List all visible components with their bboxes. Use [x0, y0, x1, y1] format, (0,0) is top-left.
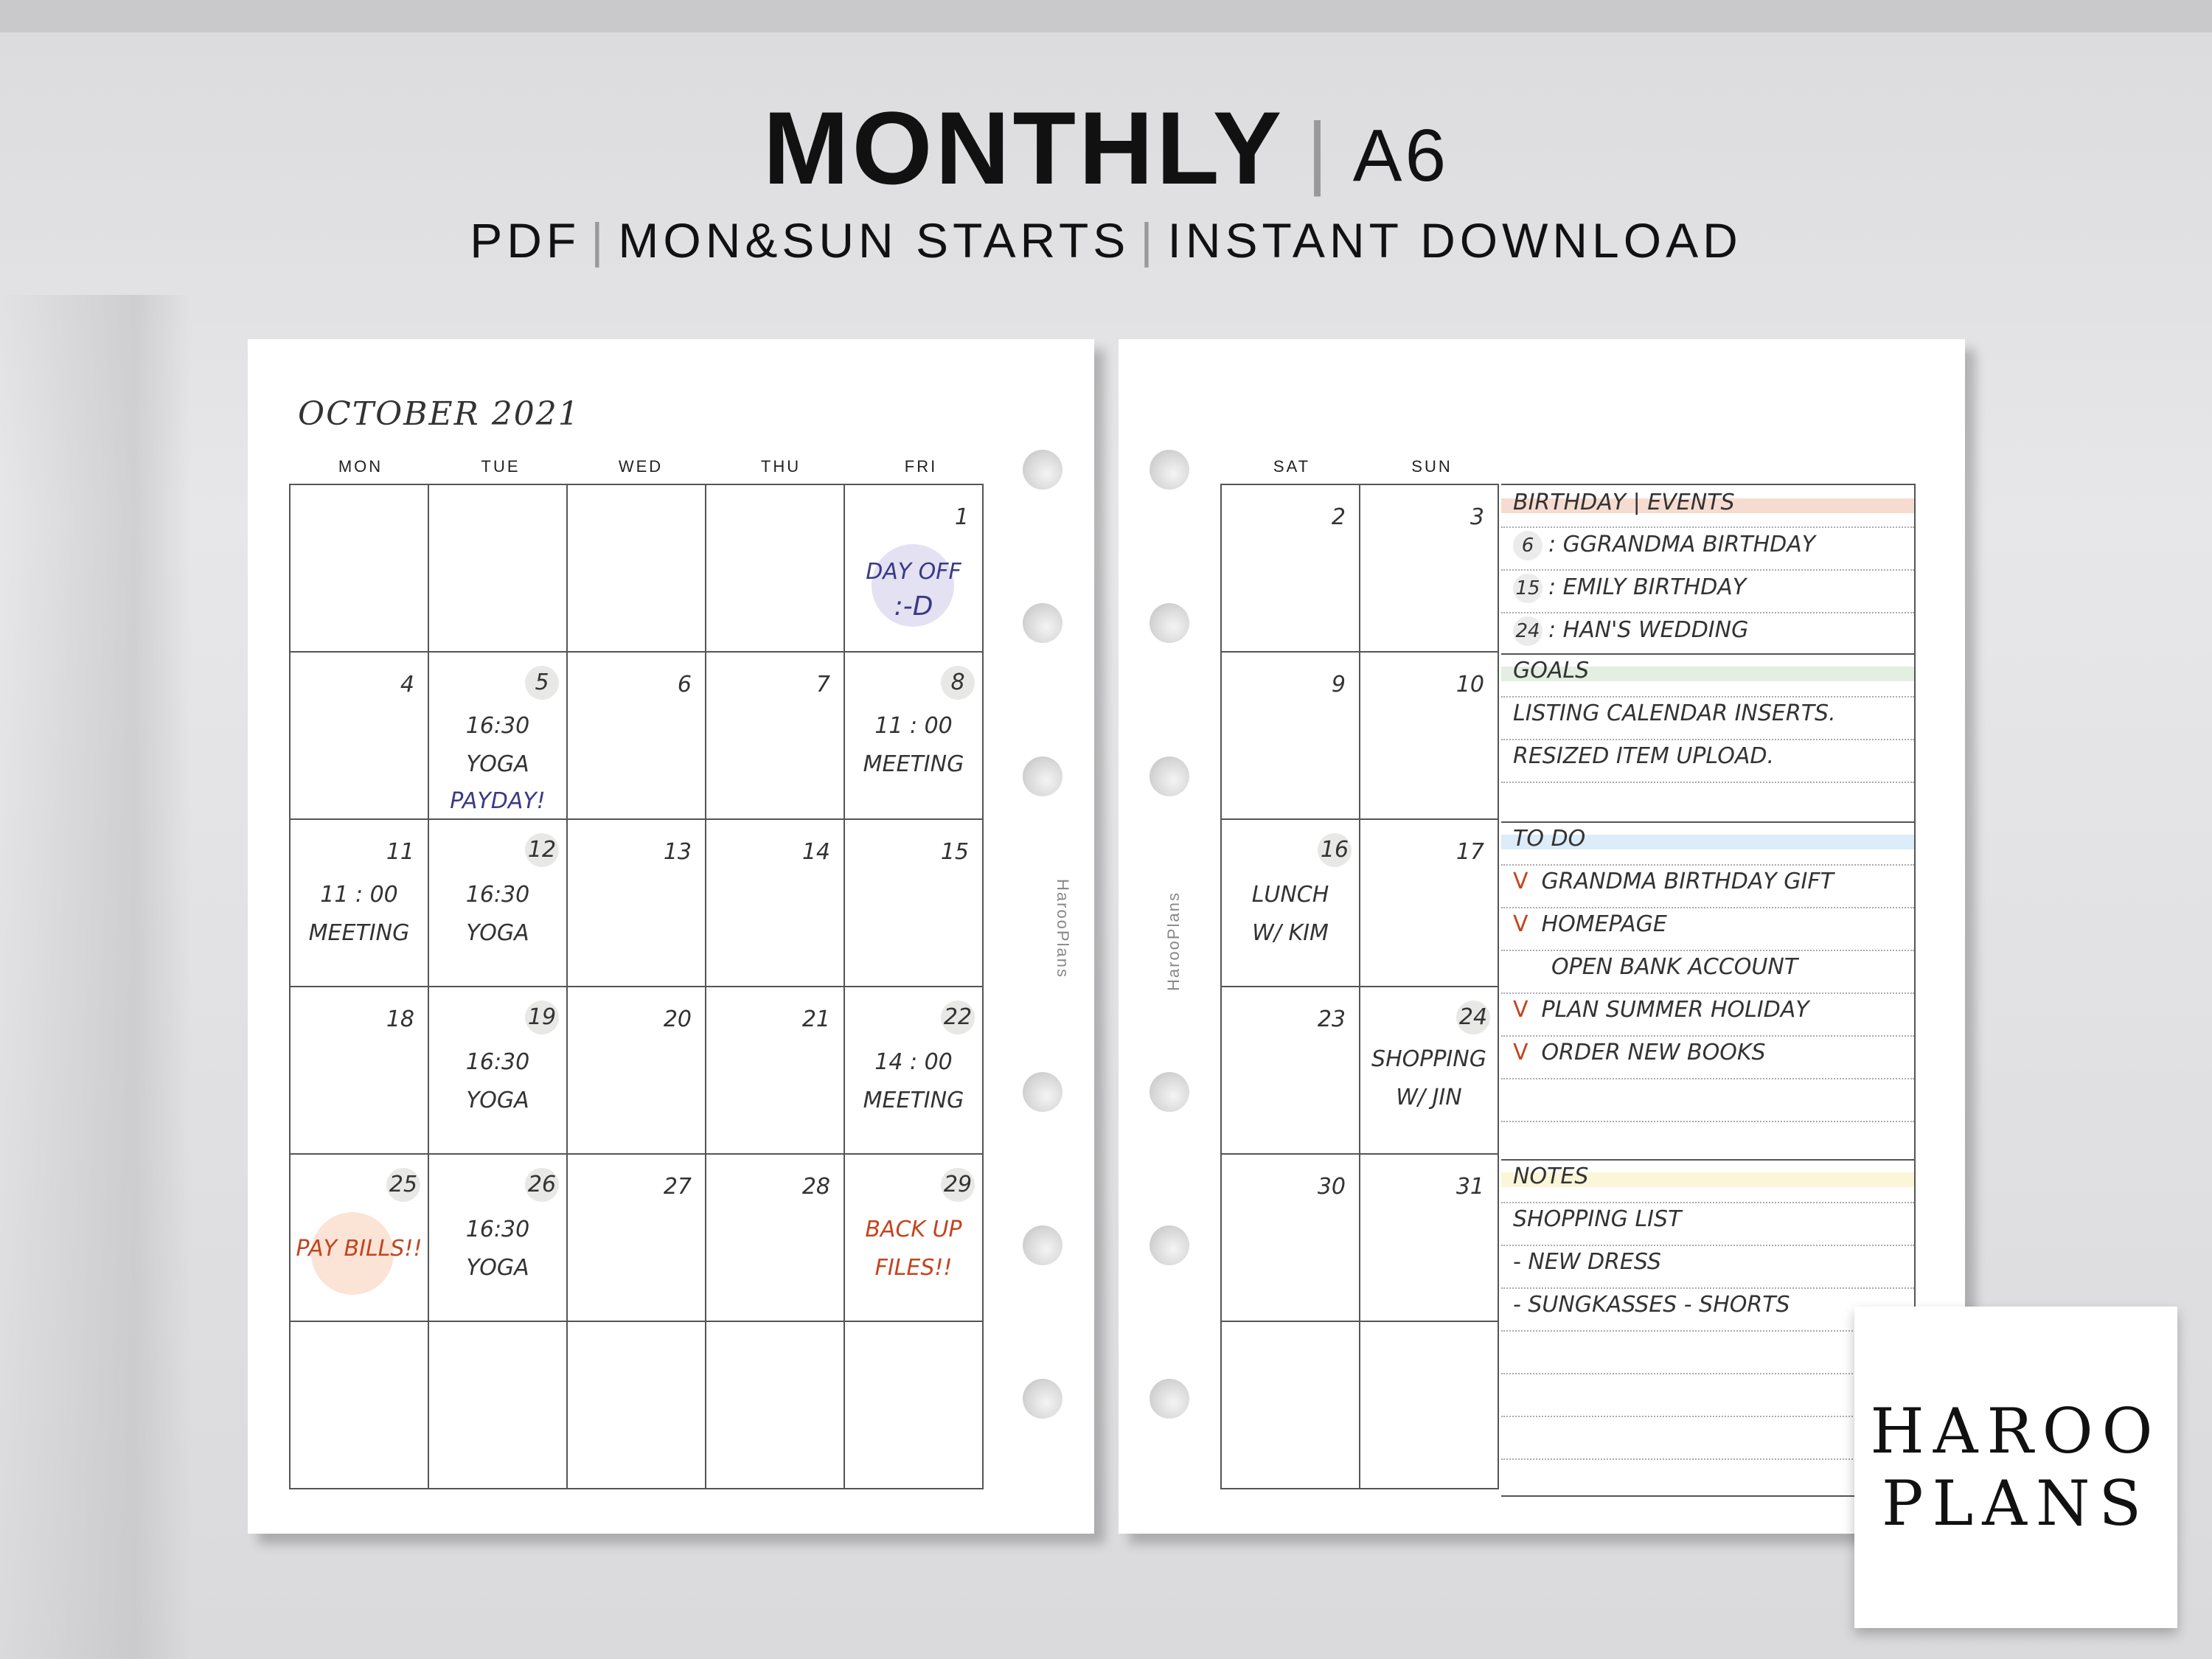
goal-item[interactable]: RESIZED ITEM UPLOAD. — [1513, 743, 1774, 769]
subtitle-separator: | — [591, 213, 608, 268]
calendar-cell-13[interactable] — [567, 819, 706, 987]
day-number: 11 — [386, 839, 414, 865]
birthday-item[interactable] — [1513, 616, 1748, 646]
calendar-cell[interactable] — [567, 484, 706, 652]
notes-heading: NOTES — [1513, 1164, 1589, 1189]
calendar-cell-6[interactable] — [567, 652, 706, 819]
day-number: 23 — [1317, 1006, 1346, 1032]
feature-starts: MON&SUN STARTS — [618, 213, 1130, 268]
panel-line — [1501, 1078, 1914, 1079]
day-note: YOGA — [466, 920, 529, 946]
calendar-cell-4[interactable] — [290, 652, 428, 819]
day-note: PAY BILLS!! — [296, 1236, 422, 1262]
day-number: 6 — [677, 672, 692, 698]
panel-line — [1501, 1373, 1914, 1374]
day-time: 16:30 — [465, 1049, 530, 1075]
day-time: 16:30 — [465, 713, 530, 739]
calendar-cell[interactable] — [290, 484, 428, 652]
day-number: 27 — [663, 1174, 692, 1200]
day-note: :-D — [894, 591, 933, 622]
calendar-cell-20[interactable] — [567, 987, 706, 1154]
calendar-cell-17[interactable] — [1360, 819, 1498, 987]
page-title — [0, 88, 2212, 208]
day-number: 9 — [1331, 672, 1346, 698]
day-note: BACK UP — [865, 1217, 962, 1242]
panel-line — [1501, 1458, 1914, 1460]
calendar-cell-15[interactable] — [844, 819, 983, 987]
day-time: 16:30 — [465, 882, 530, 908]
calendar-cell[interactable] — [428, 484, 567, 652]
day-number: 8 — [941, 666, 975, 700]
birthday-text: : EMILY BIRTHDAY — [1548, 574, 1747, 600]
logo-line2: PLANS — [1881, 1467, 2150, 1540]
check-mark-icon[interactable]: V — [1513, 997, 1528, 1023]
panel-line — [1501, 526, 1914, 528]
day-number: 15 — [940, 839, 969, 865]
logo-line1: HAROO — [1870, 1395, 2162, 1467]
binder-hole — [1023, 1379, 1062, 1419]
day-header-sun: SUN — [1411, 457, 1453, 476]
panel-line — [1501, 992, 1914, 994]
day-number: 5 — [525, 666, 559, 700]
calendar-cell-9[interactable] — [1221, 652, 1360, 819]
brand-vertical: HarooPlans — [1164, 891, 1183, 991]
calendar-cell[interactable] — [706, 484, 844, 652]
day-number: 22 — [941, 1001, 975, 1034]
binder-hole — [1150, 1379, 1189, 1419]
day-number: 25 — [386, 1168, 420, 1202]
birthday-item[interactable] — [1513, 531, 1815, 560]
day-number: 24 — [1456, 1001, 1490, 1034]
section-divider — [1501, 1159, 1914, 1161]
calendar-cell-21[interactable] — [706, 987, 844, 1154]
day-note: W/ KIM — [1252, 920, 1329, 946]
birthday-text: : GGRANDMA BIRTHDAY — [1548, 532, 1816, 557]
calendar-cell-28[interactable] — [706, 1154, 844, 1321]
panel-line — [1501, 1287, 1914, 1289]
panel-line — [1501, 864, 1914, 866]
calendar-cell[interactable] — [567, 1321, 706, 1489]
check-mark-icon[interactable]: V — [1513, 911, 1528, 937]
day-number: 14 — [801, 839, 830, 865]
binder-hole — [1023, 603, 1062, 643]
calendar-cell-12[interactable] — [428, 819, 567, 987]
brand-logo — [1854, 1307, 2177, 1628]
panel-line — [1501, 950, 1914, 951]
todo-item[interactable] — [1513, 869, 1834, 894]
calendar-cell-26[interactable] — [428, 1154, 567, 1321]
calendar-cell-5[interactable] — [428, 652, 567, 819]
panel-line — [1501, 907, 1914, 908]
birthday-item[interactable] — [1513, 574, 1746, 603]
day-note: YOGA — [466, 751, 529, 777]
planner-page-right — [1119, 339, 1965, 1534]
calendar-cell[interactable] — [428, 1321, 567, 1489]
binder-hole — [1023, 450, 1062, 490]
binder-hole — [1150, 1072, 1189, 1112]
calendar-cell-30[interactable] — [1221, 1154, 1360, 1321]
day-number: 2 — [1331, 504, 1346, 530]
title-size: A6 — [1352, 114, 1450, 197]
day-number: 17 — [1455, 839, 1484, 865]
day-number: 21 — [801, 1006, 830, 1032]
subtitle-separator: | — [1140, 213, 1158, 268]
day-note: SHOPPING — [1371, 1046, 1486, 1072]
todo-text: ORDER NEW BOOKS — [1541, 1040, 1766, 1065]
day-note: YOGA — [466, 1255, 529, 1281]
day-header-mon: MON — [338, 457, 383, 476]
calendar-cell-3[interactable] — [1360, 484, 1498, 652]
day-time: 11 : 00 — [874, 713, 953, 739]
day-note: MEETING — [863, 1088, 964, 1113]
calendar-cell-1[interactable] — [844, 484, 983, 652]
day-number: 16 — [1318, 833, 1352, 867]
day-number: 3 — [1470, 504, 1484, 530]
calendar-cell[interactable] — [290, 1321, 428, 1489]
calendar-cell-23[interactable] — [1221, 987, 1360, 1154]
todo-text: PLAN SUMMER HOLIDAY — [1541, 997, 1809, 1023]
calendar-cell-22[interactable] — [844, 987, 983, 1154]
section-divider — [1501, 653, 1914, 655]
day-note: LUNCH — [1251, 882, 1329, 908]
day-header-sat: SAT — [1273, 457, 1311, 476]
binder-hole — [1150, 603, 1189, 643]
day-number: 29 — [941, 1168, 975, 1202]
check-mark-icon[interactable]: V — [1513, 1040, 1528, 1065]
calendar-cell-31[interactable] — [1360, 1154, 1498, 1321]
title-main: MONTHLY — [762, 90, 1285, 206]
panel-line — [1501, 569, 1914, 571]
calendar-cell[interactable] — [1360, 1321, 1498, 1489]
binder-hole — [1023, 1072, 1062, 1112]
feature-pdf: PDF — [470, 213, 581, 268]
calendar-cell-16[interactable] — [1221, 819, 1360, 987]
planner-page-left — [248, 339, 1094, 1534]
calendar-grid-left — [289, 484, 984, 1489]
panel-line — [1501, 1121, 1914, 1122]
goals-heading: GOALS — [1513, 658, 1590, 684]
day-number: 1 — [954, 504, 969, 530]
todo-item[interactable] — [1513, 1040, 1766, 1065]
day-number: 7 — [815, 672, 830, 698]
panel-line — [1501, 1330, 1914, 1332]
day-header-fri: FRI — [904, 457, 938, 476]
day-header-wed: WED — [618, 457, 664, 476]
day-note: DAY OFF — [866, 559, 961, 585]
panel-line — [1501, 612, 1914, 613]
panel-line — [1501, 696, 1914, 698]
section-divider — [1501, 821, 1914, 823]
day-number: 13 — [663, 839, 692, 865]
calendar-cell-18[interactable] — [290, 987, 428, 1154]
calendar-cell[interactable] — [1221, 1321, 1360, 1489]
day-number: 10 — [1455, 672, 1484, 698]
birthday-day: 15 — [1513, 574, 1543, 603]
feature-download: INSTANT DOWNLOAD — [1167, 213, 1742, 268]
calendar-cell-29[interactable] — [844, 1154, 983, 1321]
panel-line — [1501, 782, 1914, 783]
note-item[interactable]: SHOPPING LIST — [1513, 1206, 1682, 1232]
day-time: 16:30 — [465, 1217, 530, 1242]
calendar-cell-24[interactable] — [1360, 987, 1498, 1154]
calendar-cell-27[interactable] — [567, 1154, 706, 1321]
day-note: MEETING — [863, 751, 964, 777]
day-number: 30 — [1317, 1174, 1346, 1200]
calendar-cell-2[interactable] — [1221, 484, 1360, 652]
todo-item[interactable] — [1538, 954, 1798, 980]
calendar-cell-7[interactable] — [706, 652, 844, 819]
calendar-cell-8[interactable] — [844, 652, 983, 819]
calendar-grid-right — [1220, 484, 1499, 1489]
calendar-cell-11[interactable] — [290, 819, 428, 987]
todo-item[interactable] — [1513, 911, 1667, 937]
todo-text: GRANDMA BIRTHDAY GIFT — [1541, 869, 1834, 894]
day-number: 31 — [1455, 1174, 1484, 1200]
day-note: W/ JIN — [1396, 1085, 1462, 1110]
day-time: 14 : 00 — [874, 1049, 953, 1075]
day-number: 26 — [525, 1168, 559, 1202]
calendar-cell-19[interactable] — [428, 987, 567, 1154]
calendar-cell[interactable] — [706, 1321, 844, 1489]
panel-line — [1501, 1245, 1914, 1246]
calendar-cell-25[interactable] — [290, 1154, 428, 1321]
panel-line — [1501, 1035, 1914, 1037]
day-note: PAYDAY! — [450, 788, 546, 814]
panel-line — [1501, 739, 1914, 740]
day-header-tue: TUE — [481, 457, 521, 476]
day-number: 12 — [525, 833, 559, 867]
birthday-day: 6 — [1513, 531, 1543, 560]
wall-shadow — [0, 295, 192, 1659]
day-number: 18 — [386, 1006, 414, 1032]
day-header-thu: THU — [760, 457, 801, 476]
note-item[interactable]: - NEW DRESS — [1513, 1249, 1661, 1275]
binder-hole — [1150, 450, 1189, 490]
day-note: MEETING — [308, 920, 410, 946]
check-mark-icon[interactable]: V — [1513, 869, 1528, 894]
calendar-cell[interactable] — [844, 1321, 983, 1489]
todo-heading: TO DO — [1513, 826, 1586, 852]
binder-hole — [1150, 1225, 1189, 1265]
day-note: YOGA — [466, 1088, 529, 1113]
binder-hole — [1023, 1225, 1062, 1265]
panel-line — [1501, 1416, 1914, 1417]
todo-item[interactable] — [1513, 997, 1809, 1023]
birthday-heading: BIRTHDAY | EVENTS — [1513, 490, 1735, 515]
day-number: 28 — [801, 1174, 830, 1200]
day-number: 4 — [400, 672, 414, 698]
note-item[interactable]: - SUNGKASSES - SHORTS — [1513, 1292, 1790, 1318]
goal-item[interactable]: LISTING CALENDAR INSERTS. — [1513, 700, 1836, 726]
page-subtitle — [0, 212, 2212, 268]
todo-text: OPEN BANK ACCOUNT — [1551, 954, 1798, 980]
binder-hole — [1150, 757, 1189, 796]
brand-vertical: HarooPlans — [1054, 879, 1072, 978]
side-panel — [1501, 484, 1916, 1497]
birthday-text: : HAN'S WEDDING — [1548, 617, 1749, 643]
day-time: 11 : 00 — [320, 882, 398, 908]
title-separator: | — [1307, 106, 1331, 197]
binder-hole — [1023, 757, 1062, 796]
calendar-cell-14[interactable] — [706, 819, 844, 987]
panel-line — [1501, 1202, 1914, 1203]
day-number: 20 — [663, 1006, 692, 1032]
day-number: 19 — [525, 1001, 559, 1034]
month-title: OCTOBER 2021 — [298, 395, 580, 433]
birthday-day: 24 — [1513, 616, 1543, 646]
day-note: FILES!! — [874, 1255, 953, 1281]
todo-text: HOMEPAGE — [1541, 911, 1667, 937]
calendar-cell-10[interactable] — [1360, 652, 1498, 819]
